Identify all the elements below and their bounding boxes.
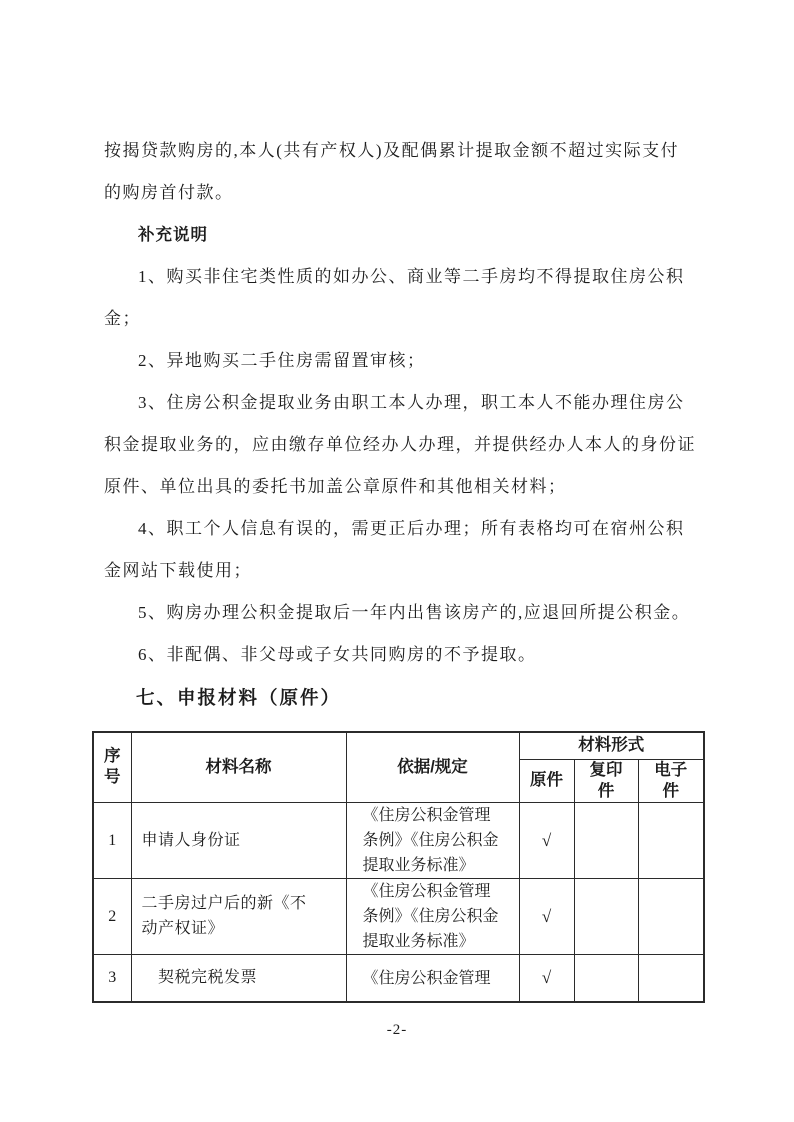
text-line: 按揭贷款购房的,本人(共有产权人)及配偶累计提取金额不超过实际支付 <box>104 141 680 160</box>
table-row <box>93 802 704 878</box>
text-line: 的购房首付款。 <box>104 183 234 202</box>
table-cell: 3 <box>93 954 131 1002</box>
document-body <box>104 130 704 720</box>
text-line: 金网站下载使用； <box>104 561 252 580</box>
table-cell <box>574 802 638 878</box>
table-cell: 申请人身份证 <box>131 802 346 878</box>
column-header-form-group: 材料形式 <box>519 732 704 759</box>
table-row <box>93 954 704 1002</box>
table-cell <box>638 802 704 878</box>
table-cell: 《住房公积金管理条例》《住房公积金提取业务标准》 <box>346 802 519 878</box>
note-item <box>104 256 704 340</box>
note-item <box>104 508 704 592</box>
text-line: 1、购买非住宅类性质的如办公、商业等二手房均不得提取住房公积 <box>138 267 685 286</box>
table-cell: 二手房过户后的新《不动产权证》 <box>131 878 346 954</box>
text-line: 3、住房公积金提取业务由职工本人办理，职工本人不能办理住房公 <box>138 393 685 412</box>
column-header-original: 原件 <box>519 759 574 802</box>
table-cell: 契税完税发票 <box>131 954 346 1002</box>
note-item <box>104 634 704 676</box>
intro-paragraph <box>104 130 704 214</box>
materials-table <box>92 731 705 1003</box>
column-header-index: 序号 <box>93 732 131 802</box>
text-line: 5、购房办理公积金提取后一年内出售该房产的,应退回所提公积金。 <box>138 603 691 622</box>
table-cell: √ <box>519 878 574 954</box>
table-cell <box>574 954 638 1002</box>
supplement-notes-list <box>104 256 704 676</box>
header-row-top <box>93 732 704 759</box>
table-cell <box>638 954 704 1002</box>
column-header-name: 材料名称 <box>131 732 346 802</box>
note-item <box>104 592 704 634</box>
table-cell <box>574 878 638 954</box>
supplement-heading: 补充说明 <box>138 226 208 244</box>
table-cell: 1 <box>93 802 131 878</box>
page-number: -2- <box>386 1022 408 1038</box>
section-heading: 七、申报材料（原件） <box>136 687 342 708</box>
text-line: 金； <box>104 309 141 328</box>
table-cell <box>638 878 704 954</box>
text-line: 4、职工个人信息有误的，需更正后办理；所有表格均可在宿州公积 <box>138 519 685 538</box>
column-header-electronic: 电子件 <box>638 759 704 802</box>
table-row <box>93 878 704 954</box>
table-cell: √ <box>519 954 574 1002</box>
materials-table-header <box>93 732 704 802</box>
text-line: 6、非配偶、非父母或子女共同购房的不予提取。 <box>138 645 537 664</box>
table-cell: 《住房公积金管理 <box>346 954 519 1002</box>
table-cell: 《住房公积金管理条例》《住房公积金提取业务标准》 <box>346 878 519 954</box>
text-line: 积金提取业务的，应由缴存单位经办人办理，并提供经办人本人的身份证 <box>104 435 696 454</box>
text-line: 原件、单位出具的委托书加盖公章原件和其他相关材料； <box>104 477 567 496</box>
note-item <box>104 382 704 508</box>
text-line: 2、异地购买二手住房需留置审核； <box>138 351 426 370</box>
table-cell: √ <box>519 802 574 878</box>
column-header-photocopy: 复印件 <box>574 759 638 802</box>
materials-table-body <box>93 802 704 1002</box>
column-header-basis: 依据/规定 <box>346 732 519 802</box>
note-item <box>104 340 704 382</box>
table-cell: 2 <box>93 878 131 954</box>
